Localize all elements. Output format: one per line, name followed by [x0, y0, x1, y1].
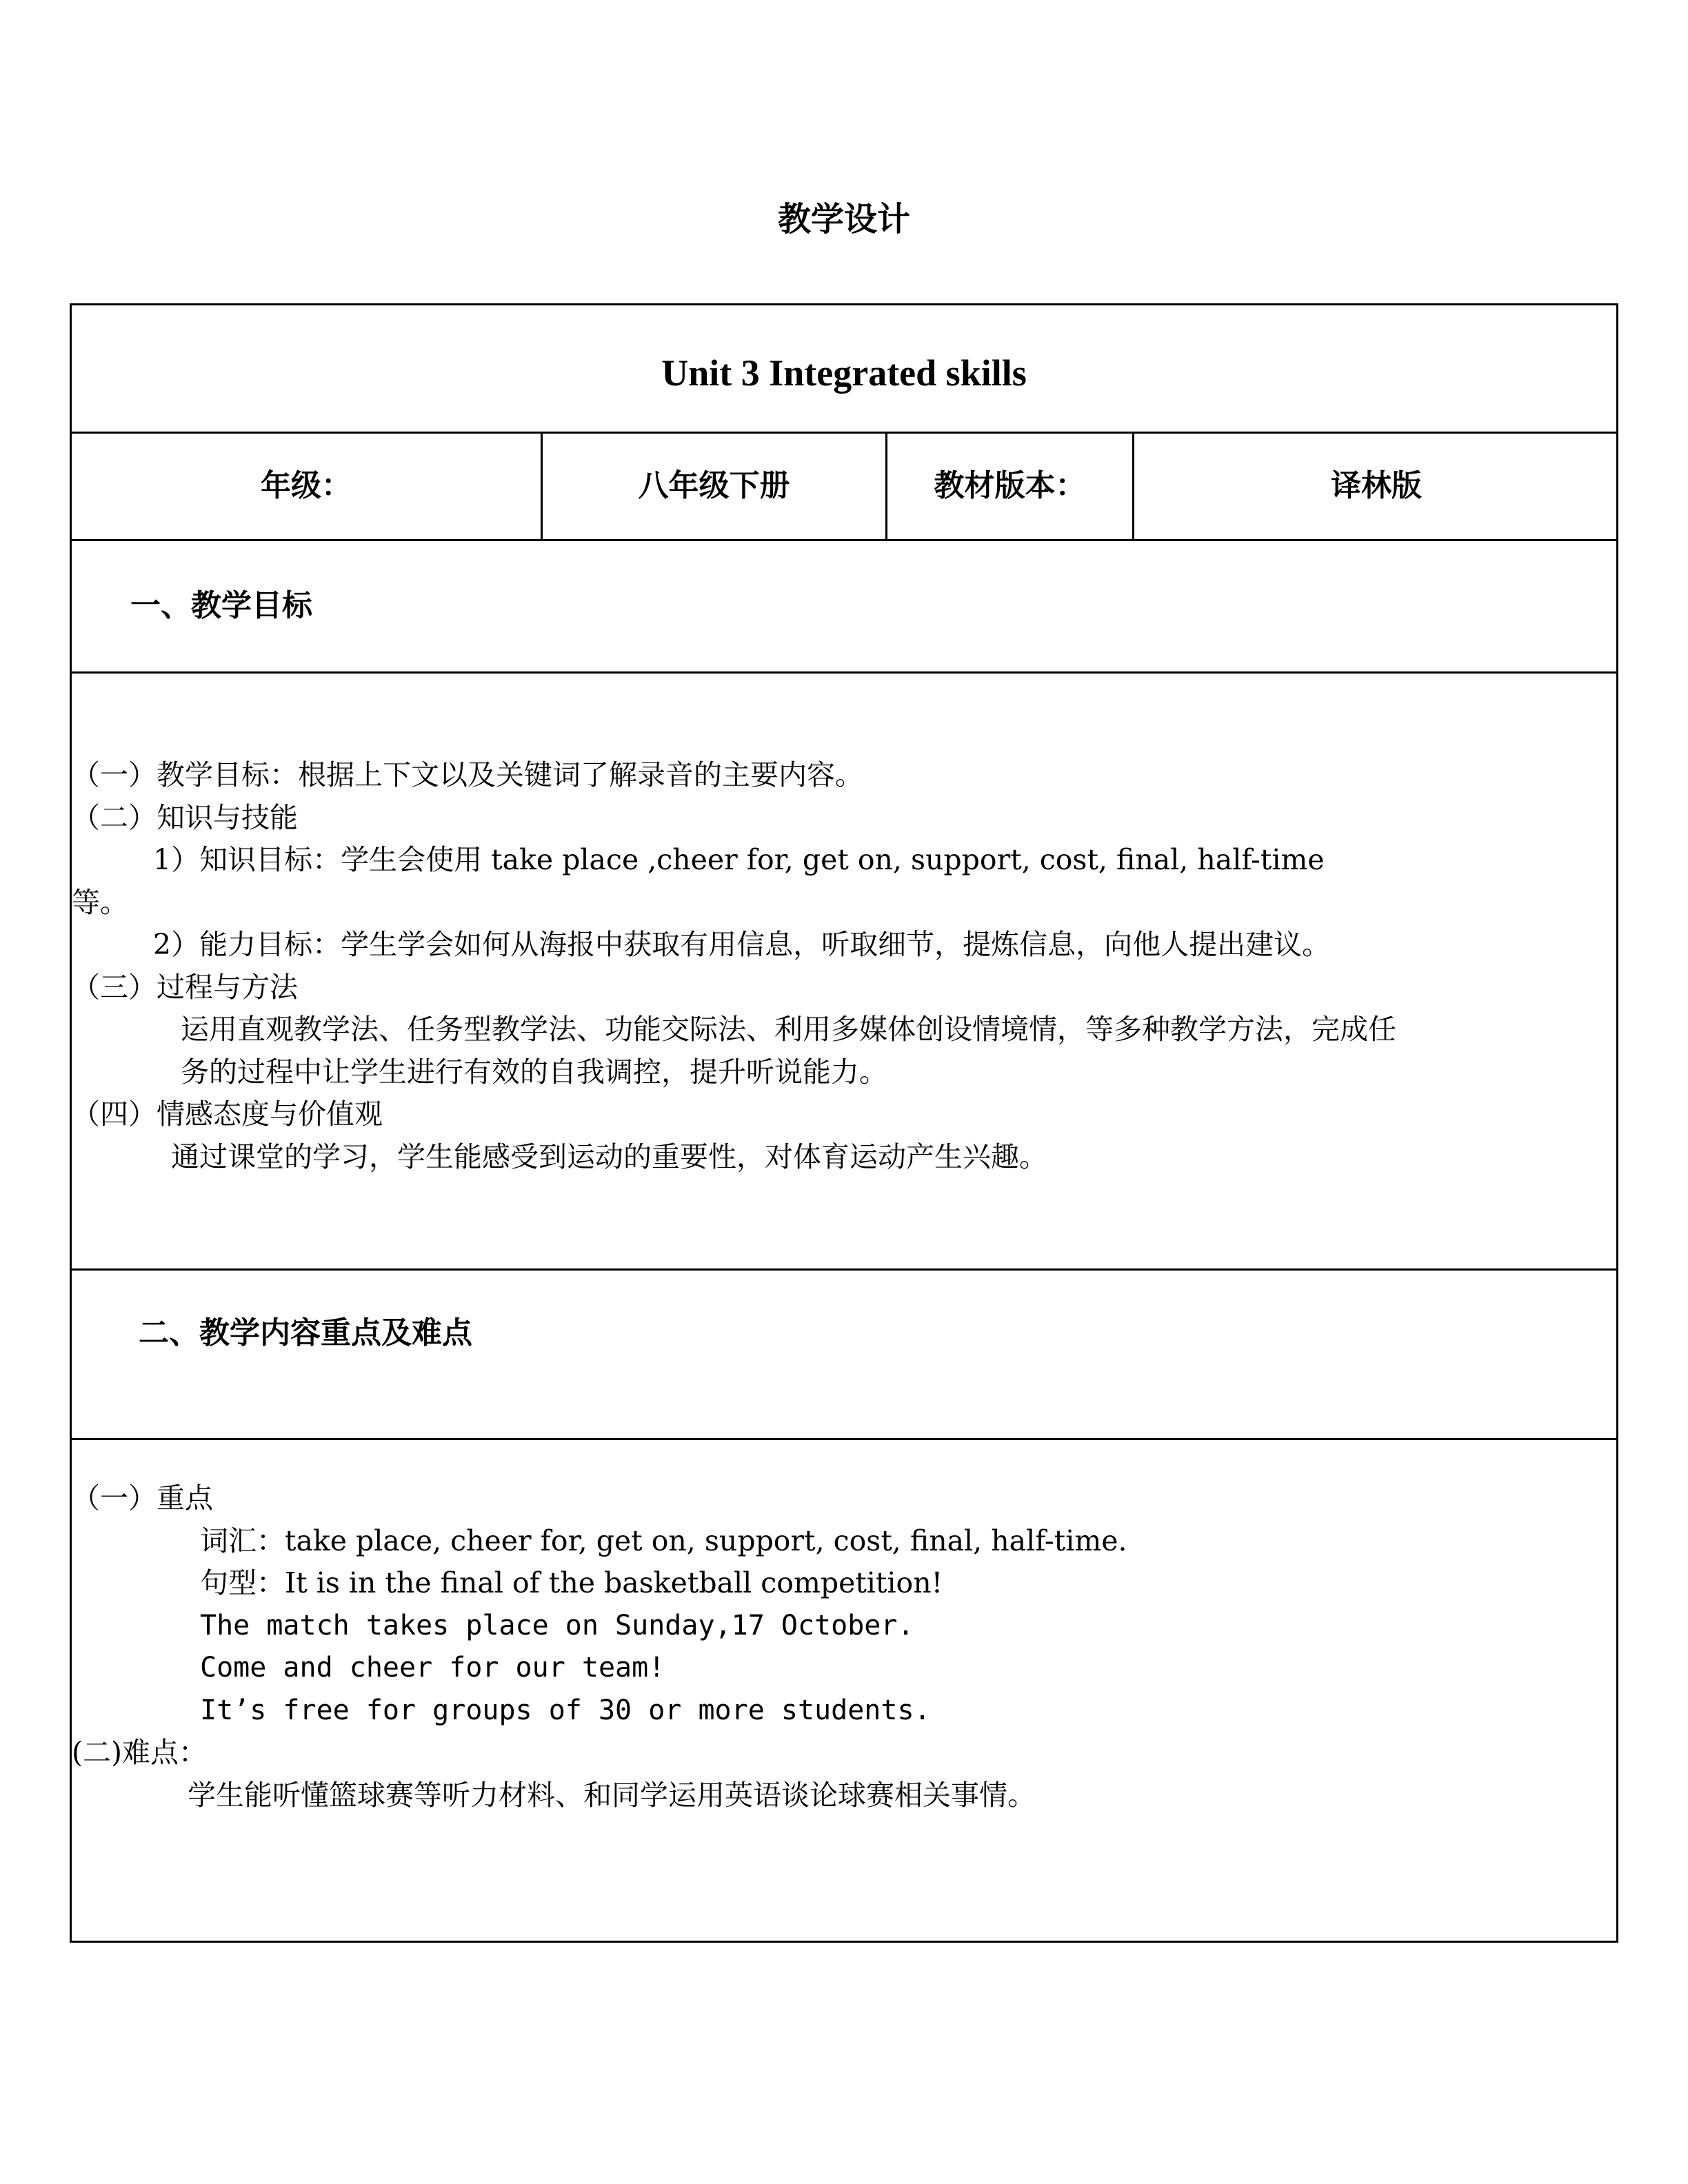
grade-value: 八年级下册 — [638, 468, 790, 503]
body-line: 1）知识目标：学生会使用 take place ,cheer for, get on, support, cost, final, half-time — [153, 843, 1325, 876]
body-line: 通过课堂的学习，学生能感受到运动的重要性，对体育运动产生兴趣。 — [171, 1140, 1047, 1173]
textbook-label: 教材版本： — [934, 468, 1086, 503]
body-line: （三）过程与方法 — [72, 970, 298, 1004]
section-heading-key-points: 二、教学内容重点及难点 — [139, 1315, 472, 1351]
row-divider — [72, 1268, 1616, 1271]
row-divider — [72, 1438, 1616, 1440]
grade-label: 年级： — [261, 468, 352, 503]
lesson-plan-table — [70, 303, 1618, 1943]
body-line: The match takes place on Sunday,17 October. — [200, 1609, 914, 1641]
body-line: It’s free for groups of 30 or more students. — [200, 1694, 931, 1726]
section-heading-objectives: 一、教学目标 — [130, 588, 312, 623]
body-line: 运用直观教学法、任务型教学法、功能交际法、利用多媒体创设情境情，等多种教学方法，完成任 — [181, 1013, 1396, 1046]
body-line: (二)难点： — [72, 1736, 207, 1769]
body-line: （二）知识与技能 — [72, 800, 298, 834]
body-line: （一）重点 — [72, 1482, 213, 1515]
document-title: 教学设计 — [777, 200, 910, 239]
textbook-value: 译林版 — [1331, 468, 1422, 503]
body-line: 句型：It is in the final of the basketball competition! — [200, 1566, 943, 1599]
row-divider — [72, 432, 1616, 434]
body-line: Come and cheer for our team! — [200, 1652, 665, 1684]
unit-title: Unit 3 Integrated skills — [661, 352, 1027, 394]
body-line: 学生能听懂篮球赛等听力材料、和同学运用英语谈论球赛相关事情。 — [188, 1778, 1036, 1812]
objectives-body — [72, 754, 1616, 1178]
body-line: （四）情感态度与价值观 — [72, 1098, 383, 1131]
body-line: 务的过程中让学生进行有效的自我调控，提升听说能力。 — [181, 1055, 887, 1089]
key-points-body — [72, 1477, 1616, 1817]
body-line: 等。 — [72, 885, 128, 919]
body-line: 2）能力目标：学生学会如何从海报中获取有用信息，听取细节，提炼信息，向他人提出建议。 — [153, 928, 1331, 961]
body-line: 词汇：take place, cheer for, get on, support, cost, final, half-time. — [200, 1524, 1127, 1557]
body-line: （一）教学目标：根据上下文以及关键词了解录音的主要内容。 — [72, 758, 863, 791]
row-divider — [72, 539, 1616, 541]
row-divider — [72, 671, 1616, 674]
